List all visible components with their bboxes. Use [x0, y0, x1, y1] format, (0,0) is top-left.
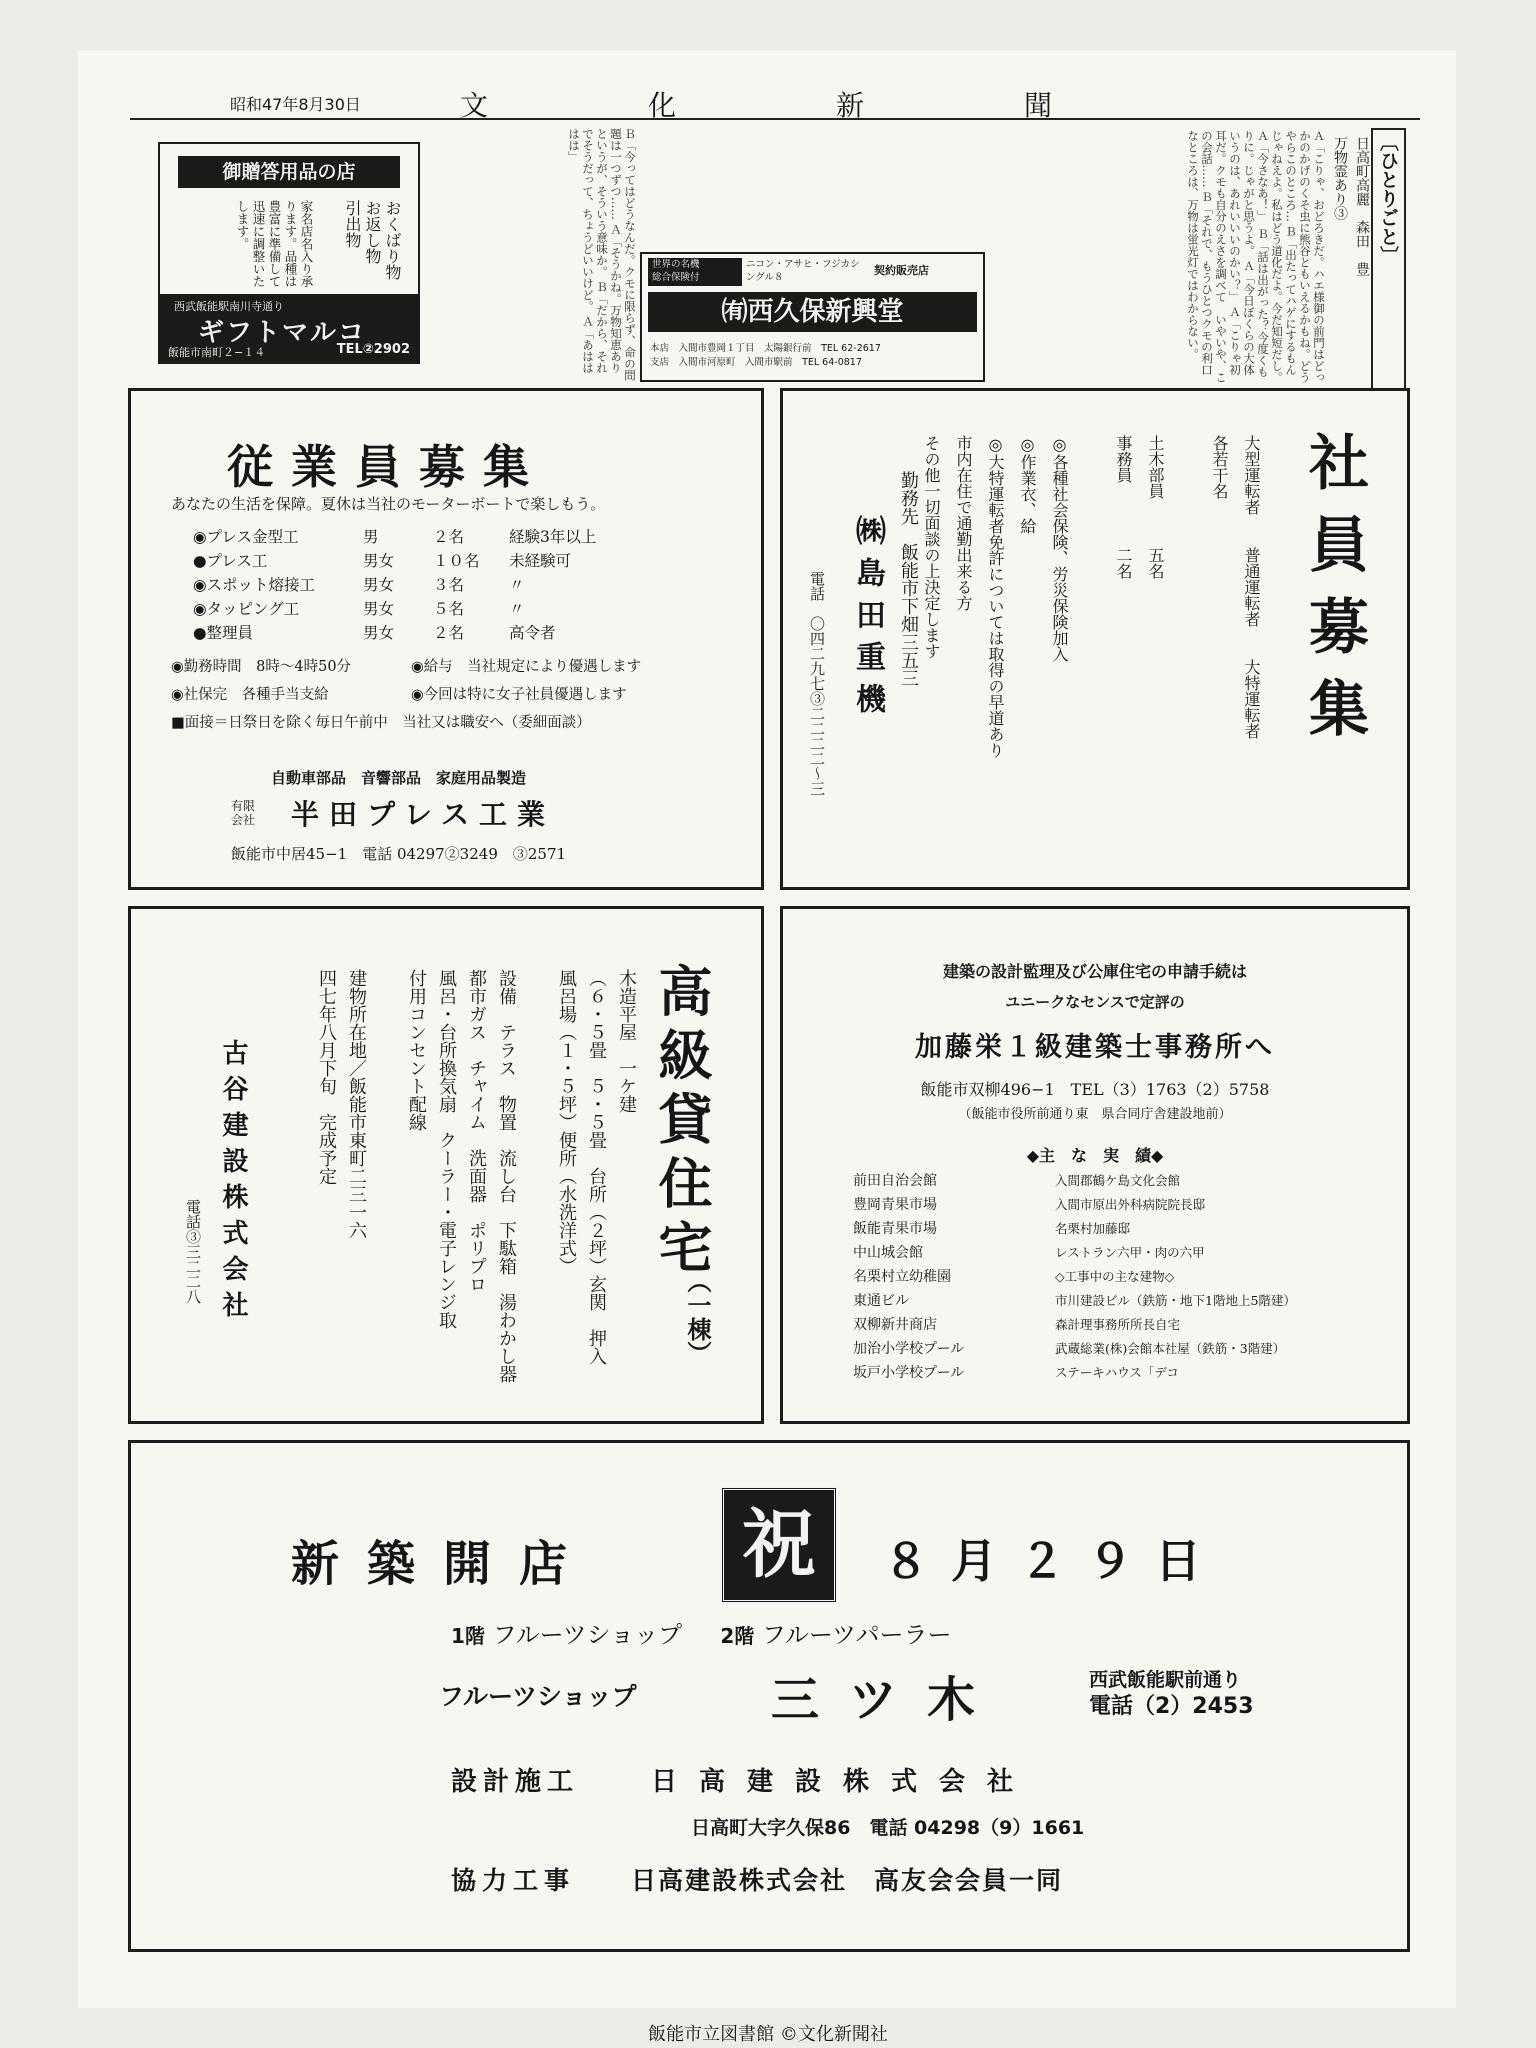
- shimada-line: ◎大特運転者免許については取得の早道あり: [986, 435, 1005, 758]
- kato-works-right: [1055, 1169, 1407, 1385]
- shiten-tel: TEL 64-0817: [802, 357, 862, 368]
- opening-shop-type: フルーツショップ: [439, 1682, 637, 1711]
- floor-1-shop: フルーツショップ: [492, 1621, 683, 1649]
- rental-details: [311, 969, 641, 1409]
- work-item: レストラン六甲・肉の六甲: [1055, 1245, 1205, 1260]
- camera-shop-lead: [648, 258, 742, 286]
- rental-line: 都市ガス チャイム 洗面器 ポリプロ: [466, 969, 487, 1293]
- job-sex: 男女: [363, 600, 395, 618]
- camera-shop-ad: [640, 252, 985, 382]
- work-item: 坂戸小学校プール: [853, 1365, 965, 1381]
- shimada-positions: [915, 435, 1267, 855]
- shimada-line: 土木部員 五名: [1146, 435, 1165, 579]
- rental-line: 風呂・台所換気扇 クーラー・電子レンジ取: [436, 969, 457, 1329]
- work-item: 豊岡青果市場: [853, 1197, 937, 1213]
- column-title: 〔ひとりごと〕: [1371, 128, 1406, 388]
- gift-shop-banner: [160, 294, 418, 362]
- handa-recruit-ad: [128, 388, 764, 890]
- handa-insurance: ◉社保完 各種手当支給: [171, 687, 329, 703]
- column-paragraph: Ａ「こりゃ初耳だ。クモも自分のえさを調べて いやいや、この会話……: [1200, 130, 1242, 383]
- job-count: １０名: [433, 552, 480, 570]
- gift-shop-ad: [158, 142, 420, 364]
- job-count: ５名: [433, 600, 465, 618]
- column-paragraph: Ａ「こりゃ、おどろきだ。ハエ様御の前門はどっかのかげのくそ虫に熊谷ともいえるかもね。どうやらこのところ…: [1284, 130, 1326, 383]
- gift-shop-items: [342, 200, 402, 290]
- rental-line: 風呂場（１・５坪）便所（水洗洋式）: [556, 969, 577, 1275]
- rental-company: 古谷建設株式会社: [218, 1039, 248, 1327]
- kato-architect-ad: [780, 906, 1410, 1424]
- shimada-line: 大型運転者 普通運転者 大特運転者: [1242, 435, 1261, 739]
- handa-female: ◉今回は特に女子社員優遇します: [411, 687, 627, 703]
- shimada-recruit-ad: [780, 388, 1410, 890]
- job-sex: 男: [363, 528, 379, 546]
- work-item: 前田自治会館: [853, 1173, 937, 1189]
- handa-company-prefix: 有限会社: [231, 799, 256, 827]
- camera-shop-name: ㈲西久保新興堂: [648, 292, 977, 332]
- opening-heading: 新築開店: [291, 1536, 596, 1592]
- kato-location: （飯能市役所前通り東 県合同庁舎建設地前）: [958, 1107, 1232, 1122]
- opening-location: 西武飯能駅前通り: [1089, 1669, 1242, 1691]
- job-sex: 男女: [363, 552, 395, 570]
- column-author: 日高町高麗 森田 豊: [1354, 136, 1370, 276]
- work-item: 市川建設ビル（鉄筋・地下1階地上5階建）: [1055, 1293, 1296, 1308]
- handa-title: 従業員募集: [227, 440, 547, 494]
- column-paragraph: Ｂ「だから、それでそうだって、ちょうどいいけど。: [581, 128, 609, 374]
- work-item: 入間市原出外科病院院長邸: [1055, 1197, 1206, 1212]
- work-item: 名栗村加藤邸: [1055, 1221, 1131, 1236]
- job-note: 〃: [509, 576, 525, 594]
- floor-label: 1階: [451, 1624, 485, 1648]
- shimada-tel: 電話 〇四二九七③二二二二〜三: [808, 571, 826, 796]
- job-note: 未経験可: [509, 552, 572, 570]
- job-row: [193, 549, 713, 573]
- builder-address: 日高町大字久保86 電話 04298（9）1661: [691, 1817, 1085, 1839]
- opening-date: ８月２９日: [883, 1534, 1223, 1588]
- grand-opening-ad: [128, 1440, 1410, 1952]
- shimada-line: ◎各種社会保険、労災保険加入: [1050, 435, 1069, 662]
- rental-tel: 電話③三二二八: [184, 1199, 202, 1304]
- gift-shop-heading: 御贈答用品の店: [178, 156, 400, 188]
- job-role: ●整理員: [193, 624, 254, 642]
- handa-pay: ◉給与 当社規定により優遇します: [411, 659, 642, 675]
- shiten-label: 支店: [650, 357, 670, 368]
- issue-date: 昭和47年8月30日: [230, 95, 361, 114]
- gift-shop-name: ギフトマルコ: [198, 318, 367, 348]
- work-item: 東通ビル: [853, 1293, 909, 1309]
- rental-line: 四七年八月下旬 完成予定: [316, 969, 337, 1185]
- handa-interview: ■面接＝日祭日を除く毎日午前中 当社又は職安へ（委細面談）: [171, 715, 591, 731]
- paper-name: 文化新聞: [460, 89, 1213, 122]
- shimada-line: 事務員 二名: [1114, 435, 1133, 579]
- work-item: ステーキハウス「デコ: [1055, 1365, 1179, 1380]
- shimada-company: ㈱島田重機: [850, 515, 885, 725]
- iwai-stamp: 祝: [721, 1487, 837, 1603]
- handa-intro: あなたの生活を保障。夏休は当社のモーターボートで楽しもう。: [171, 495, 606, 513]
- handa-address: 飯能市中居45−1 電話 04297②3249 ③2571: [231, 845, 567, 863]
- job-note: 〃: [509, 600, 525, 618]
- job-count: ３名: [433, 576, 465, 594]
- gift-item: 引出物: [343, 200, 362, 248]
- work-item: 武蔵総業(株)会館本社屋（鉄筋・3階建）: [1055, 1341, 1286, 1356]
- shimada-line: 市内在住で通勤出来る方: [954, 435, 973, 611]
- work-item: ◇工事中の主な建物◇: [1055, 1269, 1175, 1284]
- job-role: ●プレス工: [193, 552, 268, 570]
- job-row: [193, 621, 713, 645]
- work-item: 加治小学校プール: [853, 1341, 965, 1357]
- job-role: ◉スポット熔接工: [193, 576, 316, 594]
- job-sex: 男女: [363, 576, 395, 594]
- camera-shop-contract: 契約販売店: [874, 264, 929, 277]
- job-role: ◉プレス金型工: [193, 528, 299, 546]
- floor-label: 2階: [720, 1624, 755, 1648]
- rental-line: 建物所在地／飯能市東町二三一六: [346, 969, 367, 1239]
- column-continued: [432, 128, 637, 382]
- shiten-address: 入間市河原町 入間市駅前: [678, 357, 793, 368]
- camera-shop-lead1: 世界の名機: [652, 259, 700, 270]
- shimada-line: 各若干名: [1210, 435, 1229, 499]
- column-paragraph: Ａ「今さなあ！」 Ｂ「話は出がった？今度くもりに。じゃがと思うよ。: [1242, 130, 1270, 378]
- rental-line: （６・５畳 ５・５畳 台所（２坪）玄関 押入: [586, 969, 607, 1365]
- job-count: ２名: [433, 624, 465, 642]
- handa-products: 自動車部品 音響部品 家庭用品製造: [271, 769, 527, 787]
- work-item: 双柳新井商店: [853, 1317, 937, 1333]
- work-item: 中山城会館: [853, 1245, 923, 1261]
- opening-tel: 電話（2）2453: [1089, 1694, 1254, 1719]
- gift-item: お返し物: [363, 200, 382, 264]
- work-item: 飯能青果市場: [853, 1221, 937, 1237]
- gift-shop-tagline: 西武飯能駅南川寺通り: [174, 300, 284, 313]
- gift-shop-note: 家名店名入り承ります。品種は豊富に準備して迅速に調整いたします。: [235, 200, 314, 288]
- masthead: [130, 88, 1420, 120]
- coop-members: 日高建設株式会社 高友会会員一同: [631, 1866, 1064, 1895]
- shimada-line: ◎作業衣、給: [1018, 435, 1037, 534]
- gift-item: おくばり物: [383, 200, 402, 280]
- job-note: 経験3年以上: [509, 528, 597, 546]
- rental-house-ad: [128, 906, 764, 1424]
- job-row: [193, 597, 713, 621]
- kato-works-left: [853, 1169, 1053, 1385]
- work-item: 入間郡鶴ケ島文化会館: [1055, 1173, 1181, 1188]
- job-sex: 男女: [363, 624, 395, 642]
- builder-name: 日高建設株式会社: [651, 1767, 1036, 1797]
- rental-line: 木造平屋 一ケ建: [616, 969, 637, 1113]
- job-role: ◉タッピング工: [193, 600, 300, 618]
- floor-2-shop: フルーツパーラー: [761, 1621, 952, 1649]
- gift-shop-address: 飯能市南町２−１４: [168, 346, 266, 359]
- honten-tel: TEL 62-2617: [821, 343, 881, 354]
- job-row: [193, 573, 713, 597]
- column-paragraph: Ｂ「それで、もうひとつクモの利口なところは、万物は蛍光灯ではわからない。: [1186, 130, 1214, 376]
- job-note: 高令者: [509, 624, 556, 642]
- handa-hours: ◉勤務時間 8時〜4時50分: [171, 659, 352, 675]
- build-label: 設計施工: [451, 1767, 580, 1797]
- rental-units: （一棟）: [683, 1269, 712, 1365]
- coop-label: 協力工事: [451, 1866, 576, 1895]
- rental-line: 付用コンセント配線: [406, 969, 427, 1131]
- column-paragraph: Ｂ「出たってハゲにするもんじゃねえよ。私はどう道化だよ。今だ知短だし。: [1270, 130, 1298, 383]
- handa-conditions: [171, 653, 741, 737]
- opening-floors: [451, 1615, 952, 1650]
- column-subtitle: 万物霊あり③: [1332, 136, 1348, 220]
- column-paragraph: Ｂ「今ってはどうなんだ。クモに限らず、命の問題は一つずつ……: [609, 128, 637, 381]
- shimada-workplace: 勤務先 飯能市下畑三五三: [898, 471, 919, 687]
- shimada-title: 社員募集: [1299, 431, 1369, 759]
- handa-jobs-table: [193, 525, 713, 645]
- honten-address: 入間市豊岡１丁目 太陽銀行前: [678, 343, 812, 354]
- opening-shop-name: 三ツ木: [771, 1672, 1006, 1728]
- camera-shop-lead2: 総合保険付: [652, 272, 700, 283]
- job-row: [193, 525, 713, 549]
- library-credit: 飯能市立図書館 ©文化新聞社: [648, 2024, 888, 2045]
- kato-lead2: ユニークなセンスで定評の: [1005, 993, 1185, 1011]
- work-item: 名栗村立幼稚園: [853, 1269, 951, 1285]
- camera-shop-brands: ニコン・アサヒ・フジカシングル８: [746, 259, 860, 283]
- column-paragraph: Ａ「あはははは」: [567, 128, 595, 374]
- shimada-line: その他一切面談の上決定します: [922, 435, 941, 659]
- rental-line: 設備 テラス 物置 流し台 下駄箱 湯わかし器: [496, 969, 517, 1383]
- column-paragraph: Ａ「今日ぼくらの大体いうのは、あれいいいのかい？」: [1228, 130, 1256, 376]
- job-count: ２名: [433, 528, 465, 546]
- kato-name: 加藤栄１級建築士事務所へ: [915, 1032, 1275, 1063]
- gift-shop-tel: TEL②2902: [336, 342, 410, 357]
- camera-shop-branches: [650, 342, 881, 370]
- kato-lead1: 建築の設計監理及び公庫住宅の申請手続は: [942, 962, 1247, 981]
- honten-label: 本店: [650, 343, 670, 354]
- rental-title: 高級貸住宅: [650, 963, 714, 1283]
- kato-address: 飯能市双柳496−1 TEL（3）1763（2）5758: [920, 1080, 1270, 1099]
- column-paragraph: Ａ「そうかね。万物知恵ありというが、そういう意味か。: [595, 128, 623, 374]
- kato-works-title: ◆主 な 実 績◆: [1026, 1146, 1164, 1165]
- work-item: 森計理事務所所長自宅: [1055, 1317, 1181, 1332]
- handa-company-name: 半田プレス工業: [291, 798, 556, 831]
